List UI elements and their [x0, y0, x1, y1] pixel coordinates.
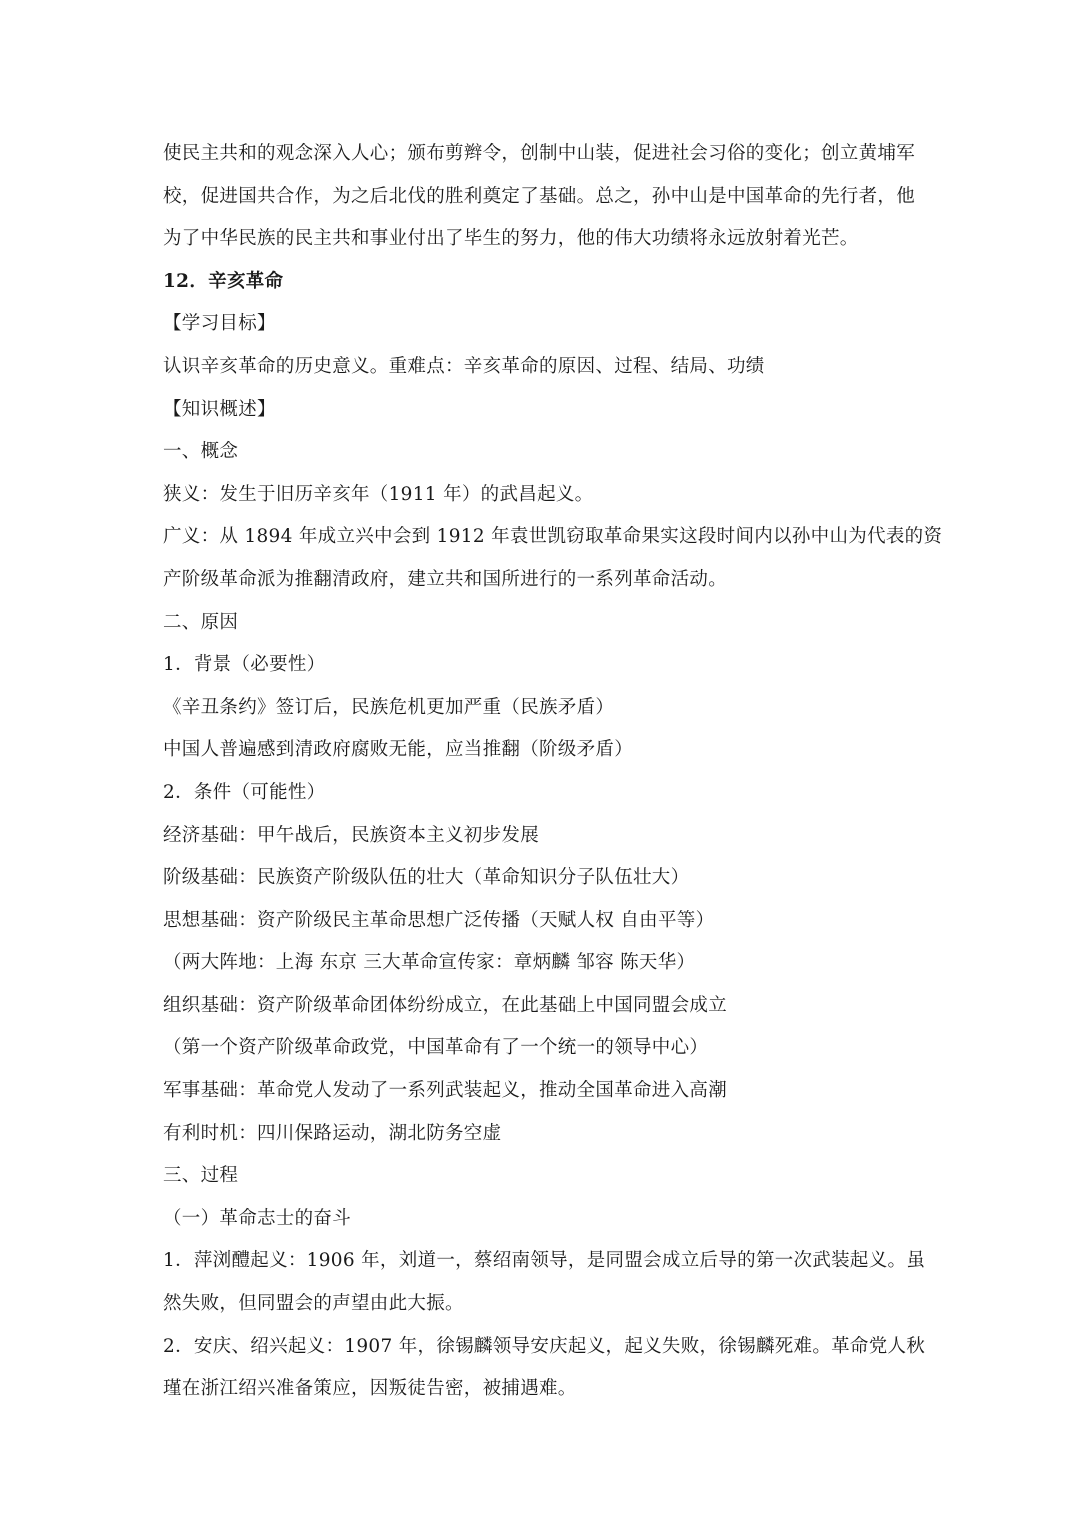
- body-text-line: 组织基础：资产阶级革命团体纷纷成立，在此基础上中国同盟会成立: [163, 994, 728, 1016]
- heading-concept: 一、概念: [163, 441, 239, 463]
- body-text-line: 使民主共和的观念深入人心；颁布剪辫令，创制中山装，促进社会习俗的变化；创立黄埔军: [163, 143, 916, 164]
- body-text-line: 然失败，但同盟会的声望由此大振。: [163, 1293, 464, 1315]
- body-text-line: 思想基础：资产阶级民主革命思想广泛传播（天赋人权 自由平等）: [163, 909, 715, 931]
- section-title: 12．辛亥革命: [163, 270, 284, 292]
- subheading-learning-goals: 【学习目标】: [163, 313, 276, 335]
- body-text-line: 1．萍浏醴起义：1906 年，刘道一，蔡绍南领导，是同盟会成立后导的第一次武装起义。虽: [163, 1250, 926, 1272]
- subheading-revolutionaries: （一）革命志士的奋斗: [163, 1207, 352, 1229]
- heading-causes: 二、原因: [163, 611, 239, 633]
- body-text-line: 瑾在浙江绍兴准备策应，因叛徒告密，被捕遇难。: [163, 1378, 577, 1400]
- body-text-line: 广义：从 1894 年成立兴中会到 1912 年袁世凯窃取革命果实这段时间内以孙中山为代表的资: [163, 526, 943, 548]
- body-text-line: 军事基础：革命党人发动了一系列武装起义，推动全国革命进入高潮: [163, 1080, 728, 1102]
- body-text-line: （第一个资产阶级革命政党，中国革命有了一个统一的领导中心）: [163, 1037, 709, 1059]
- body-text-line: 认识辛亥革命的历史意义。重难点：辛亥革命的原因、过程、结局、功绩: [163, 355, 765, 377]
- subheading-knowledge-overview: 【知识概述】: [163, 398, 276, 420]
- body-text-line: 中国人普遍感到清政府腐败无能，应当推翻（阶级矛盾）: [163, 739, 634, 761]
- body-text-line: 校，促进国共合作，为之后北伐的胜利奠定了基础。总之，孙中山是中国革命的先行者，他: [163, 185, 916, 207]
- body-text-line: 《辛丑条约》签订后，民族危机更加严重（民族矛盾）: [163, 696, 615, 718]
- subheading-background: 1．背景（必要性）: [163, 654, 326, 676]
- body-text-line: 产阶级革命派为推翻清政府，建立共和国所进行的一系列革命活动。: [163, 568, 728, 590]
- heading-process: 三、过程: [163, 1165, 239, 1187]
- body-text-line: 2．安庆、绍兴起义：1907 年，徐锡麟领导安庆起义，起义失败，徐锡麟死难。革命党人秋: [163, 1335, 926, 1357]
- body-text-line: （两大阵地：上海 东京 三大革命宣传家：章炳麟 邹容 陈天华）: [163, 952, 696, 974]
- body-text-line: 经济基础：甲午战后，民族资本主义初步发展: [163, 824, 540, 846]
- body-text-line: 阶级基础：民族资产阶级队伍的壮大（革命知识分子队伍壮大）: [163, 867, 690, 889]
- subheading-conditions: 2．条件（可能性）: [163, 781, 326, 803]
- body-text-line: 狭义：发生于旧历辛亥年（1911 年）的武昌起义。: [163, 483, 594, 505]
- document-page: [163, 133, 943, 1411]
- body-text-line: 有利时机：四川保路运动，湖北防务空虚: [163, 1122, 502, 1144]
- body-text-line: 为了中华民族的民主共和事业付出了毕生的努力，他的伟大功绩将永远放射着光芒。: [163, 228, 859, 250]
